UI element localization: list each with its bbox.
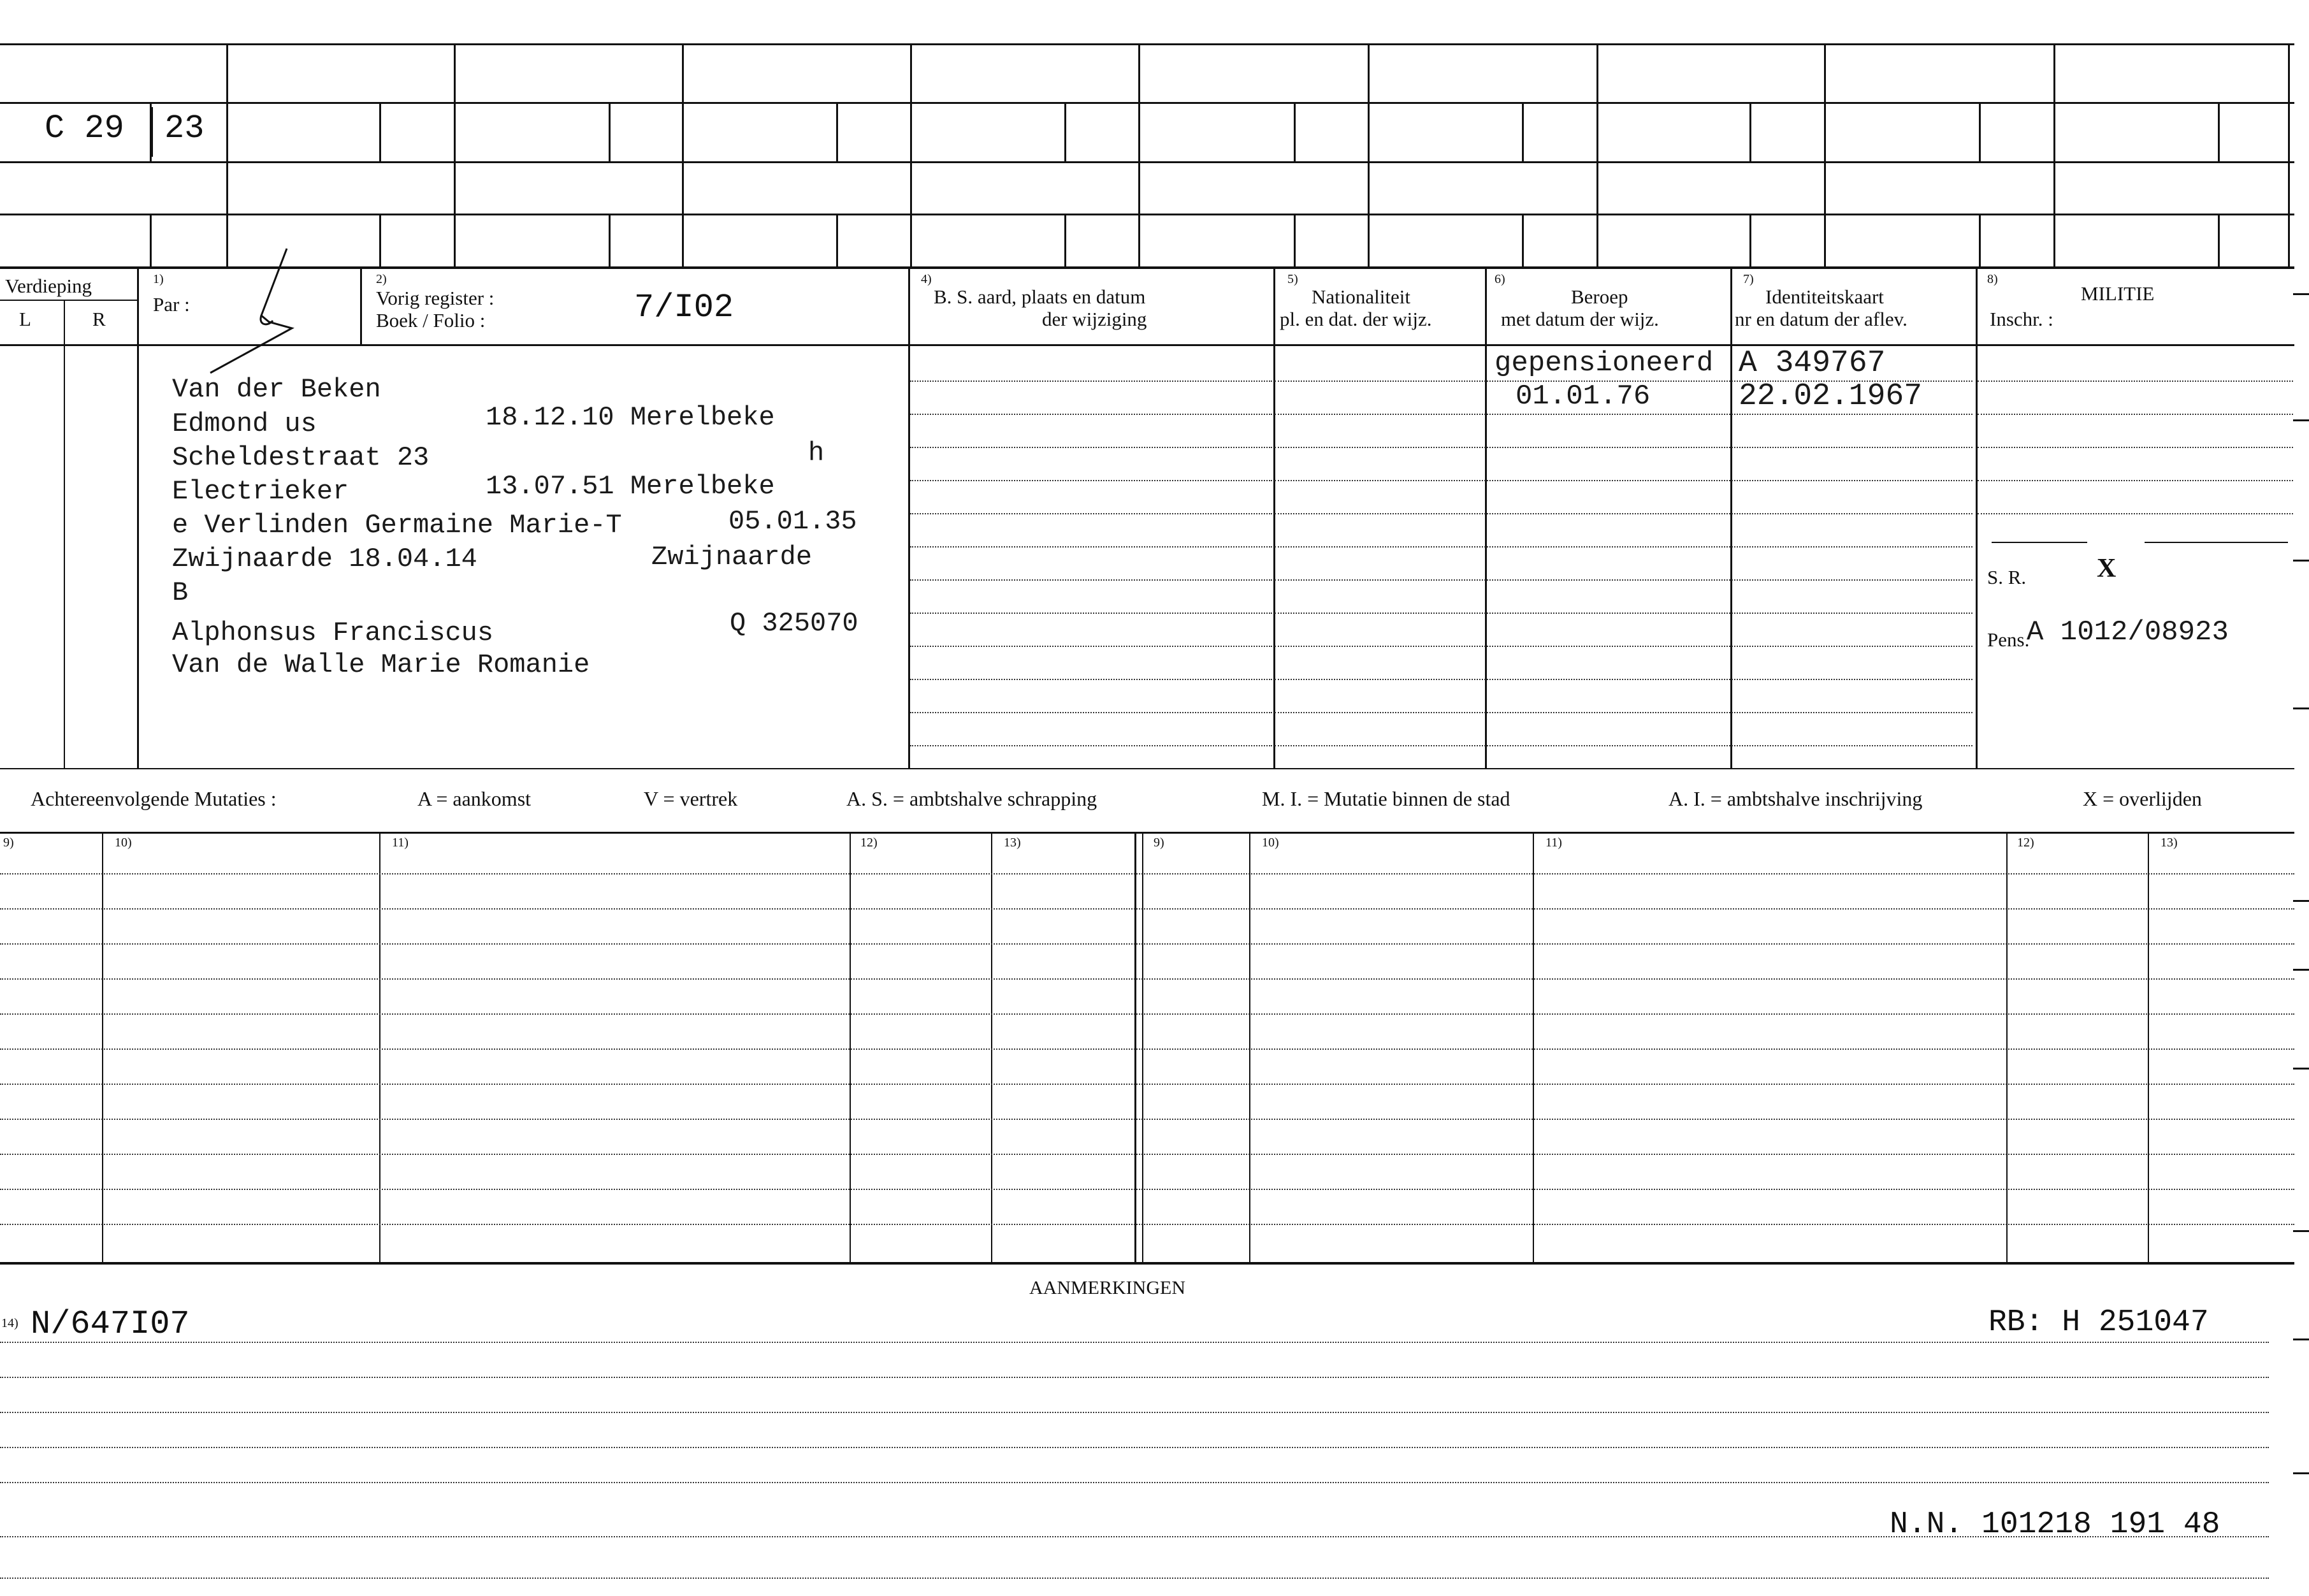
grid-line: [454, 43, 456, 268]
grid-line: [836, 102, 838, 161]
person-line: Van der Beken: [172, 374, 381, 405]
birth-info: 18.12.10 Merelbeke: [486, 402, 775, 433]
col-num: 12): [2017, 836, 2034, 850]
col-num: 10): [1262, 836, 1279, 850]
sr-value: X: [2097, 554, 2117, 583]
grid-line: [1992, 542, 2087, 543]
col-num: 11): [392, 836, 409, 850]
ber-num: 6): [1495, 272, 1505, 286]
grid-line: [836, 214, 838, 268]
par-num: 1): [153, 272, 164, 286]
edge-tick: [2293, 419, 2309, 421]
edge-tick: [2293, 900, 2309, 902]
grid-line: [1138, 43, 1140, 268]
r-label: R: [92, 308, 106, 330]
place-info: Zwijnaarde: [651, 542, 813, 572]
remarks-num: 14): [1, 1316, 18, 1330]
ber-label-2: met datum der wijz.: [1501, 308, 1659, 330]
person-line: Scheldestraat 23: [172, 442, 430, 473]
edge-tick: [2293, 1068, 2309, 1070]
divider: [152, 107, 153, 157]
grid-line: [0, 300, 137, 301]
grid-line: [1064, 102, 1066, 161]
legend-a: A = aankomst: [417, 787, 532, 810]
grid-line: [1824, 43, 1826, 268]
legend-v: V = vertrek: [644, 787, 738, 810]
grid-line: [1522, 214, 1524, 268]
edge-tick: [2293, 560, 2309, 562]
card-code: C 29: [45, 110, 124, 147]
grid-line: [609, 102, 611, 161]
legend-x: X = overlijden: [2083, 787, 2202, 810]
grid-line: [0, 768, 2294, 769]
grid-line: [682, 43, 684, 268]
grid-line: [1979, 102, 1981, 161]
l-label: L: [19, 308, 31, 330]
col-num: 11): [1545, 836, 1562, 850]
person-line: Zwijnaarde 18.04.14: [172, 544, 477, 574]
edge-tick: [2293, 1472, 2309, 1474]
remarks-title: AANMERKINGEN: [1029, 1277, 1185, 1298]
ber-label-1: Beroep: [1571, 286, 1628, 308]
date-info: 05.01.35: [728, 506, 857, 537]
grid-line: [2288, 43, 2290, 268]
grid-line: [0, 102, 2294, 104]
col-line: [360, 268, 362, 344]
grid-line: [2145, 542, 2288, 543]
nat-label-2: pl. en dat. der wijz.: [1280, 308, 1432, 330]
col-num: 9): [1154, 836, 1164, 850]
grid-line: [910, 43, 912, 268]
col-num: 13): [2161, 836, 2178, 850]
id-num: 7): [1743, 272, 1754, 286]
card-number: 23: [164, 110, 205, 147]
mil-num: 8): [1987, 272, 1998, 286]
person-line: Van de Walle Marie Romanie: [172, 649, 590, 680]
grid-line: [150, 214, 152, 268]
remarks-left: N/647I07: [31, 1305, 190, 1343]
person-line: B: [172, 577, 189, 608]
grid-line: [1979, 214, 1981, 268]
person-line: Alphonsus Franciscus: [172, 618, 494, 648]
edge-tick: [2293, 969, 2309, 971]
grid-line: [1596, 43, 1598, 268]
legend-ai: A. I. = ambtshalve inschrijving: [1668, 787, 1923, 810]
header-bottom-line: [0, 344, 2294, 346]
bs-label-1: B. S. aard, plaats en datum: [934, 286, 1146, 308]
legend-mi: M. I. = Mutatie binnen de stad: [1262, 787, 1510, 810]
id-card-date: 22.02.1967: [1739, 379, 1923, 414]
body-left: [0, 347, 1, 768]
beroep-date: 01.01.76: [1516, 381, 1651, 412]
nn-number: N.N. 101218 191 48: [1890, 1507, 2220, 1542]
col-line: [64, 300, 65, 768]
col-num: 10): [115, 836, 132, 850]
grid-line: [2053, 43, 2055, 268]
col-line: [137, 268, 139, 768]
bs-num: 4): [921, 272, 932, 286]
edge-tick: [2293, 707, 2309, 709]
grid-line: [609, 214, 611, 268]
grid-line: [1294, 102, 1296, 161]
mil-label-1: MILITIE: [2081, 282, 2155, 305]
id-label-2: nr en datum der aflev.: [1735, 308, 1907, 330]
remarks-right: RB: H 251047: [1988, 1305, 2209, 1340]
grid-line: [2218, 102, 2220, 161]
q-number: Q 325070: [730, 608, 858, 639]
col-num: 12): [860, 836, 878, 850]
sr-label: S. R.: [1987, 566, 2027, 588]
pens-value: A 1012/08923: [2027, 616, 2229, 648]
handwritten-arrow-icon: [198, 245, 312, 379]
boek-label: Boek / Folio :: [376, 309, 486, 331]
vorig-num: 2): [376, 272, 387, 286]
nat-label-1: Nationaliteit: [1312, 286, 1410, 308]
id-card-number: A 349767: [1739, 346, 1886, 381]
grid-line: [1522, 102, 1524, 161]
col-num: 9): [3, 836, 14, 850]
grid-line: [2218, 214, 2220, 268]
sex-mark: h: [808, 438, 825, 468]
beroep-value: gepensioneerd: [1495, 347, 1714, 379]
person-line: Edmond us: [172, 409, 317, 439]
verdieping-label: Verdieping: [5, 275, 92, 297]
grid-line: [1368, 43, 1370, 268]
grid-line: [1749, 102, 1751, 161]
mutaties-rows: [0, 832, 2294, 1262]
id-label-1: Identiteitskaart: [1765, 286, 1884, 308]
remarks-rows: [0, 1262, 2294, 1593]
grid-line: [1749, 214, 1751, 268]
bs-label-2: der wijziging: [1042, 308, 1147, 330]
vorig-value: 7/I02: [634, 289, 734, 326]
marriage-info: 13.07.51 Merelbeke: [486, 471, 775, 502]
vorig-label: Vorig register :: [376, 287, 495, 309]
grid-line: [226, 43, 228, 268]
person-line: e Verlinden Germaine Marie-T: [172, 510, 622, 540]
col-num: 13): [1004, 836, 1021, 850]
par-label: Par :: [153, 293, 190, 316]
grid-line: [0, 214, 2294, 215]
grid-line: [1294, 214, 1296, 268]
legend-as: A. S. = ambtshalve schrapping: [846, 787, 1097, 810]
grid-line: [379, 214, 381, 268]
grid-line: [0, 266, 2294, 269]
mil-label-2: Inschr. :: [1990, 308, 2053, 330]
top-border: [0, 43, 2294, 45]
edge-tick: [2293, 1338, 2309, 1340]
grid-line: [1064, 214, 1066, 268]
nat-num: 5): [1287, 272, 1298, 286]
pens-label: Pens.: [1987, 628, 2030, 651]
mutaties-title: Achtereenvolgende Mutaties :: [31, 787, 277, 810]
person-line: Electrieker: [172, 476, 349, 507]
grid-line: [379, 102, 381, 161]
grid-line: [0, 161, 2294, 163]
edge-tick: [2293, 293, 2309, 295]
edge-tick: [2293, 1230, 2309, 1232]
